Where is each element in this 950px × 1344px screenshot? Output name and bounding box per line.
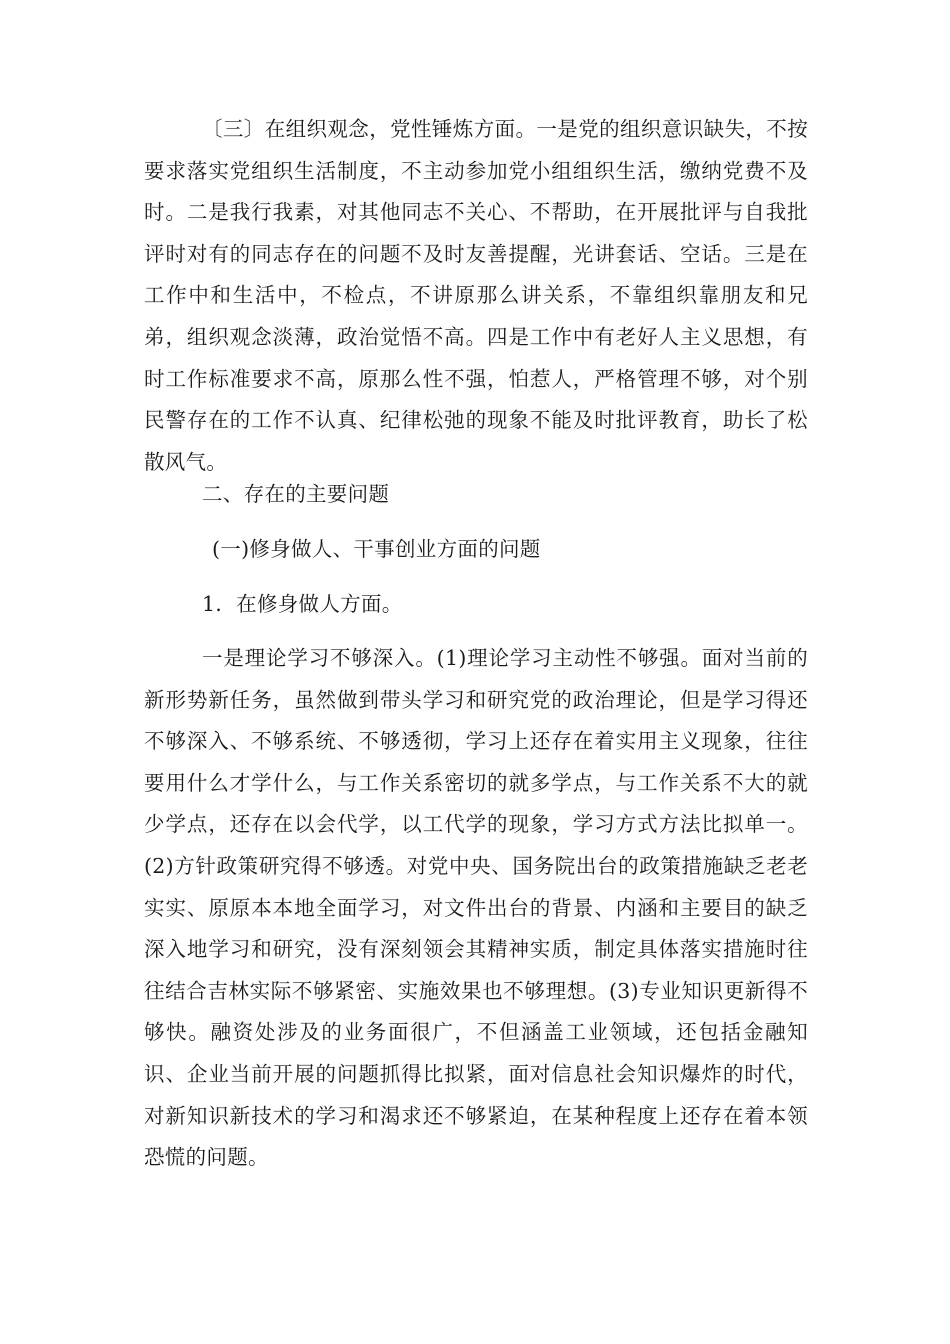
item-heading-self-cultivation: 1．在修身做人方面。 — [202, 592, 403, 616]
paragraph-theory-study: 一是理论学习不够深入。(1)理论学习主动性不够强。面对当前的新形势新任务，虽然做到带头学习和研究党的政治理论，但是学习得还不够深入、不够系统、不够透彻，学习上还存在着实用主义现象，往往要用什么才学什么，与工作关系密切的就多学点，与工作关系不大的就少学点，还存在以会代学，以工代学的现象，学习方式方法比拟单一。(2)方针政策研究得不够透。对党中央、国务院出台的政策措施缺乏老老实实、原原本本地全面学习，对文件出台的背景、内涵和主要目的缺乏深入地学习和研究，没有深刻领会其精神实质，制定具体落实措施时往往结合吉林实际不够紧密、实施效果也不够理想。(3)专业知识更新得不够快。融资处涉及的业务面很广，不但涵盖工业领域，还包括金融知识、企业当前开展的问题抓得比拟紧，面对信息社会知识爆炸的时代，对新知识新技术的学习和渴求还不够紧迫，在某种程度上还存在着本领恐慌的问题。 — [144, 646, 808, 1170]
paragraph-organization-concept: 〔三〕在组织观念，党性锤炼方面。一是党的组织意识缺失，不按要求落实党组织生活制度，不主动参加党小组组织生活，缴纳党费不及时。二是我行我素，对其他同志不关心、不帮助，在开展批评与自我批评时对有的同志存在的问题不及时友善提醒，光讲套话、空话。三是在工作中和生活中，不检点，不讲原那么讲关系，不靠组织靠朋友和兄弟，组织观念淡薄，政治觉悟不高。四是工作中有老好人主义思想，有时工作标准要求不高，原那么性不强，怕惹人，严格管理不够，对个别民警存在的工作不认真、纪律松弛的现象不能及时批评教育，助长了松散风气。 — [144, 117, 808, 474]
subsection-heading-self-cultivation: (一)修身做人、干事创业方面的问题 — [212, 537, 541, 561]
section-heading-main-problems: 二、存在的主要问题 — [202, 482, 390, 506]
